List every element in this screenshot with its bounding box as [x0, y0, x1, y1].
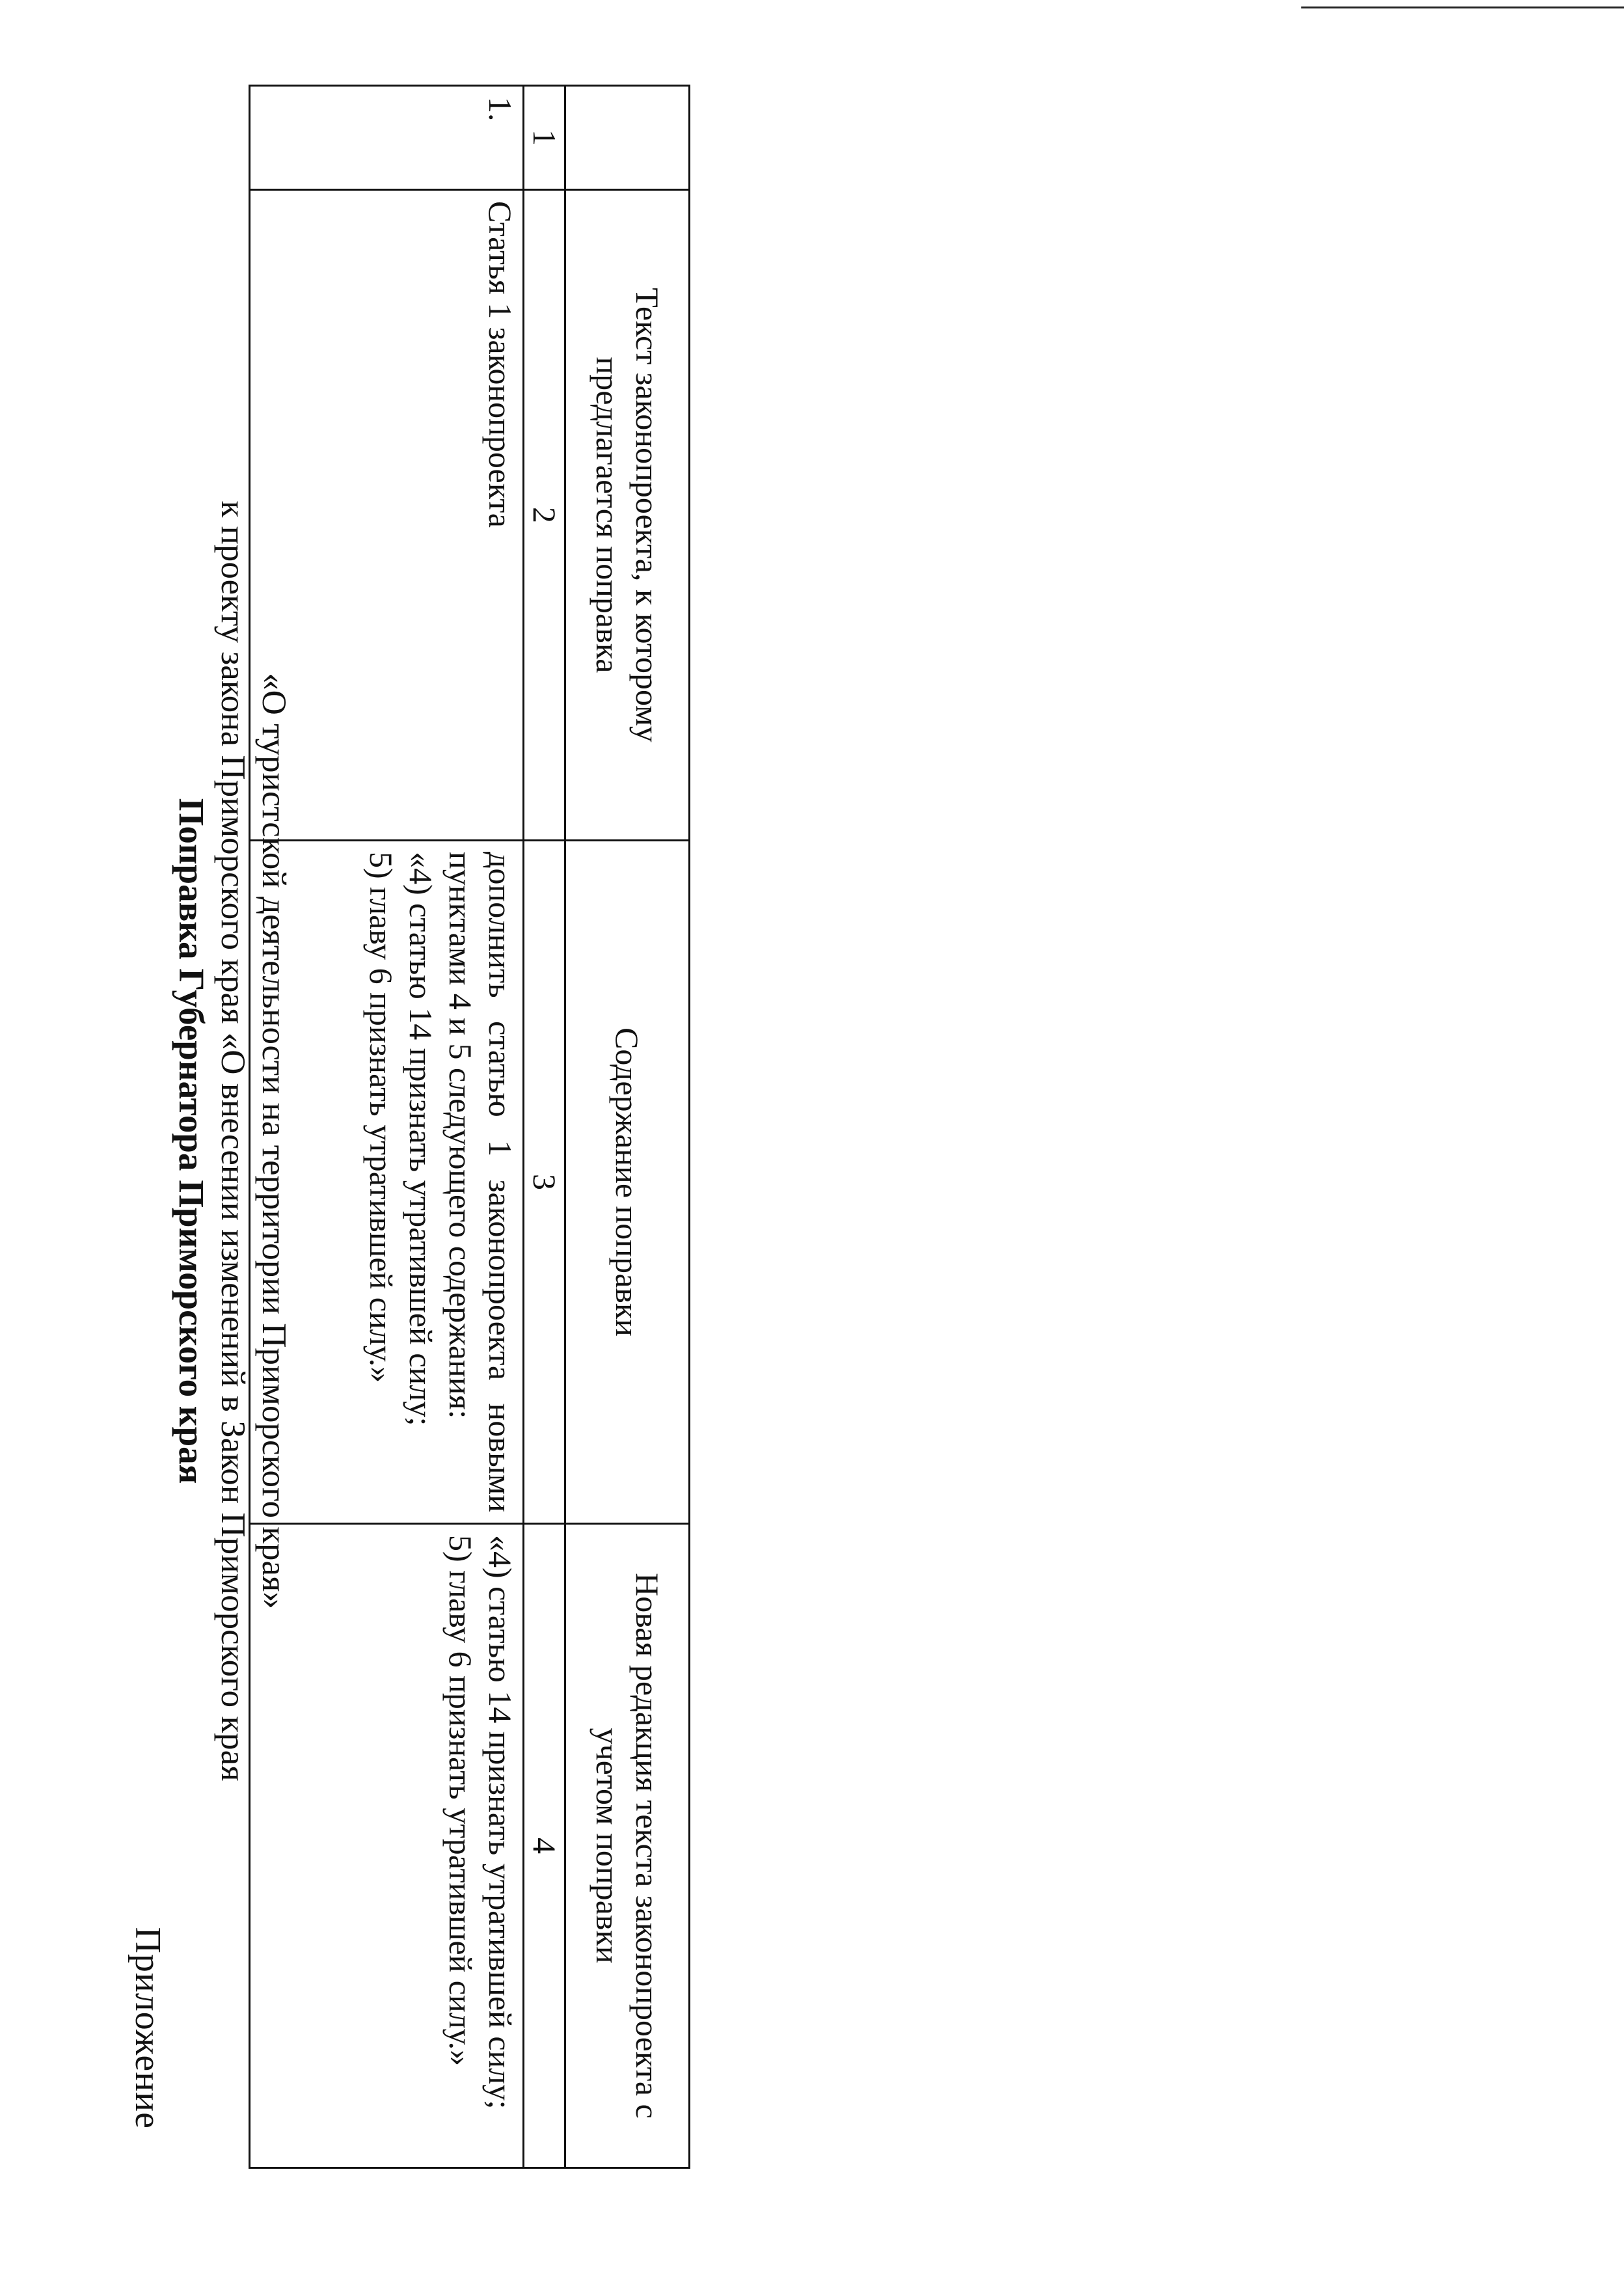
amendment-content-paragraph: «4) статью 14 признать утратившей силу; [403, 852, 439, 1426]
new-wording-paragraph: «4) статью 14 признать утратившей силу; [482, 1535, 519, 2110]
row-number-cell: 1. [250, 86, 524, 190]
new-wording-cell [250, 1524, 524, 2168]
new-wording-paragraph: 5) главу 6 признать утратившей силу.» [442, 1535, 479, 2067]
header-cell-amendment-content: Содержание поправки [565, 841, 690, 1524]
column-number-1: 1 [524, 86, 565, 190]
header-cell-bill-text: Текст законопроекта, к которому предлагается поправка [565, 190, 690, 841]
document-subtitle-line-1: к проекту закона Приморского края «О внесении изменений в Закон Приморского края [214, 500, 252, 1782]
amendment-table [249, 85, 690, 2169]
bill-text-cell: Статья 1 законопроекта [250, 190, 524, 841]
amendment-content-cell [250, 841, 524, 1524]
table-header-row [565, 86, 690, 2168]
header-cell-number [565, 86, 690, 190]
document-subtitle-line-2: «О туристской деятельности на территории Приморского края» [255, 673, 293, 1609]
header-cell-new-wording: Новая редакция текста законопроекта с учетом поправки [565, 1524, 690, 2168]
amendment-content-paragraph: дополнить статью 1 законопроекта новыми пунктами 4 и 5 следующего содержания: [442, 852, 519, 1512]
column-number-2: 2 [524, 190, 565, 841]
appendix-label: Приложение [128, 1927, 168, 2129]
amendment-content-paragraph: 5) главу 6 признать утратившей силу.» [363, 852, 399, 1383]
document-title: Поправка Губернатора Приморского края [172, 798, 211, 1484]
column-number-row [524, 86, 565, 2168]
column-number-4: 4 [524, 1524, 565, 2168]
column-number-3: 3 [524, 841, 565, 1524]
table-row [250, 86, 524, 2168]
